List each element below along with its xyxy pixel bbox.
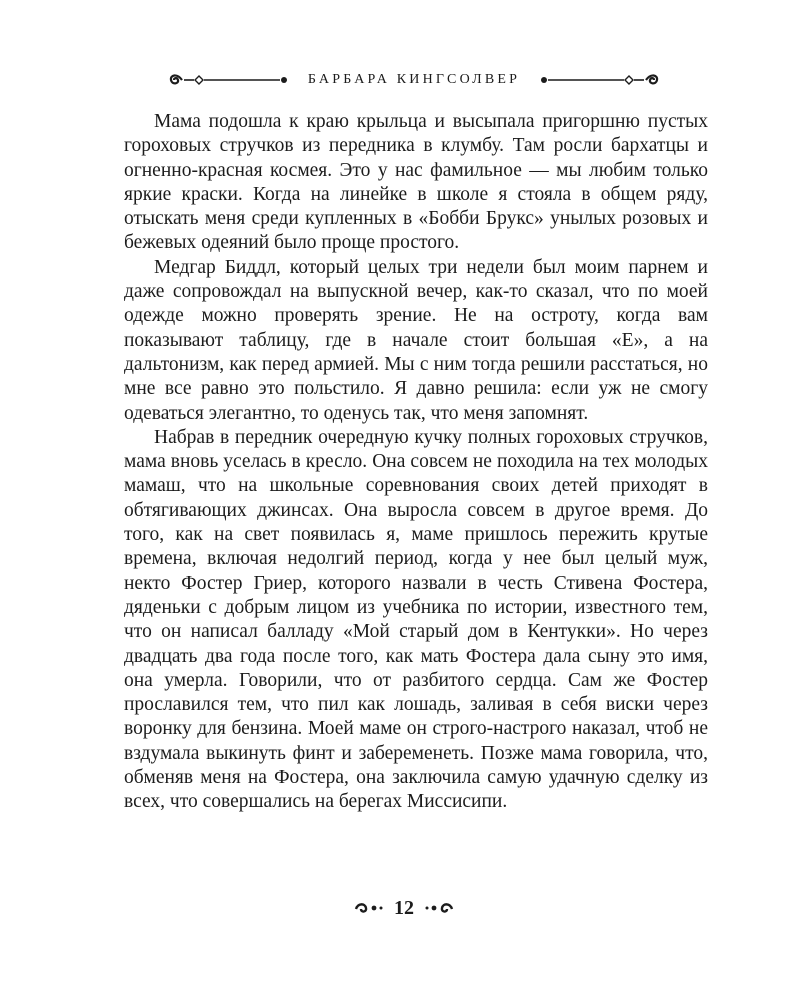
folio-swirl-icon — [424, 900, 454, 916]
body-text — [124, 110, 708, 815]
folio-swirl-icon — [354, 900, 384, 916]
running-head — [168, 66, 660, 94]
scroll-ornament-icon — [540, 70, 660, 90]
paragraph: Медгар Биддл, который целых три недели был моим парнем и даже сопровождал на выпускной вечер, как-то сказал, что по моей одежде можно проверять зрение. Не на остроту, когда вам показывают таблицу, где в начале стоит большая «Е», а на дальтонизм, как перед армией. Мы с ним тогда решили расстаться, но мне все равно это польстило. Я давно решила: если уж не смогу одеваться элегантно, то оденусь так, что меня запомнят. — [124, 256, 708, 424]
paragraph: Набрав в передник очередную кучку полных гороховых стручков, мама вновь уселась в кресло. Она совсем не походила на тех молодых мамаш, что на школьные соревнования своих детей приходят в обтягивающих джинсах. Она выросла совсем в другое время. До того, как на свет появилась я, маме пришлось пережить крутые времена, включая недолгий период, когда у нее был целый муж, некто Фостер Гриер, которого назвали в честь Стивена Фостера, дяденьки с добрым лицом из учебника по истории, известного тем, что он написал балладу «Мой старый дом в Кентукки». Но через двадцать два года после того, как мать Фостера дала сыну это имя, она умерла. Говорили, что от разбитого сердца. Сам же Фостер прославился тем, что пил как лошадь, заливая в себя виски через воронку для бензина. Моей маме он строго-настрого наказал, чтоб не вздумала выкинуть финт и забеременеть. Позже мама говорила, что, обменяв меня на Фостера, она заключила самую удачную сделку из всех, что совершались на берегах Миссисипи. — [124, 426, 708, 813]
running-head-title: БАРБАРА КИНГСОЛВЕР — [307, 72, 521, 87]
page-folio — [340, 894, 468, 922]
paragraph: Мама подошла к краю крыльца и высыпала пригоршню пустых гороховых стручков из передника в клумбу. Там росли бархатцы и огненно-красная космея. Это у нас фамильное — мы любим только яркие краски. Когда на линейке в школе я стояла в общем ряду, отыскать меня среди купленных в «Бобби Брукс» унылых розовых и бежевых одеяний было проще простого. — [124, 111, 708, 254]
scroll-ornament-icon — [168, 70, 288, 90]
page-number: 12 — [394, 896, 414, 919]
